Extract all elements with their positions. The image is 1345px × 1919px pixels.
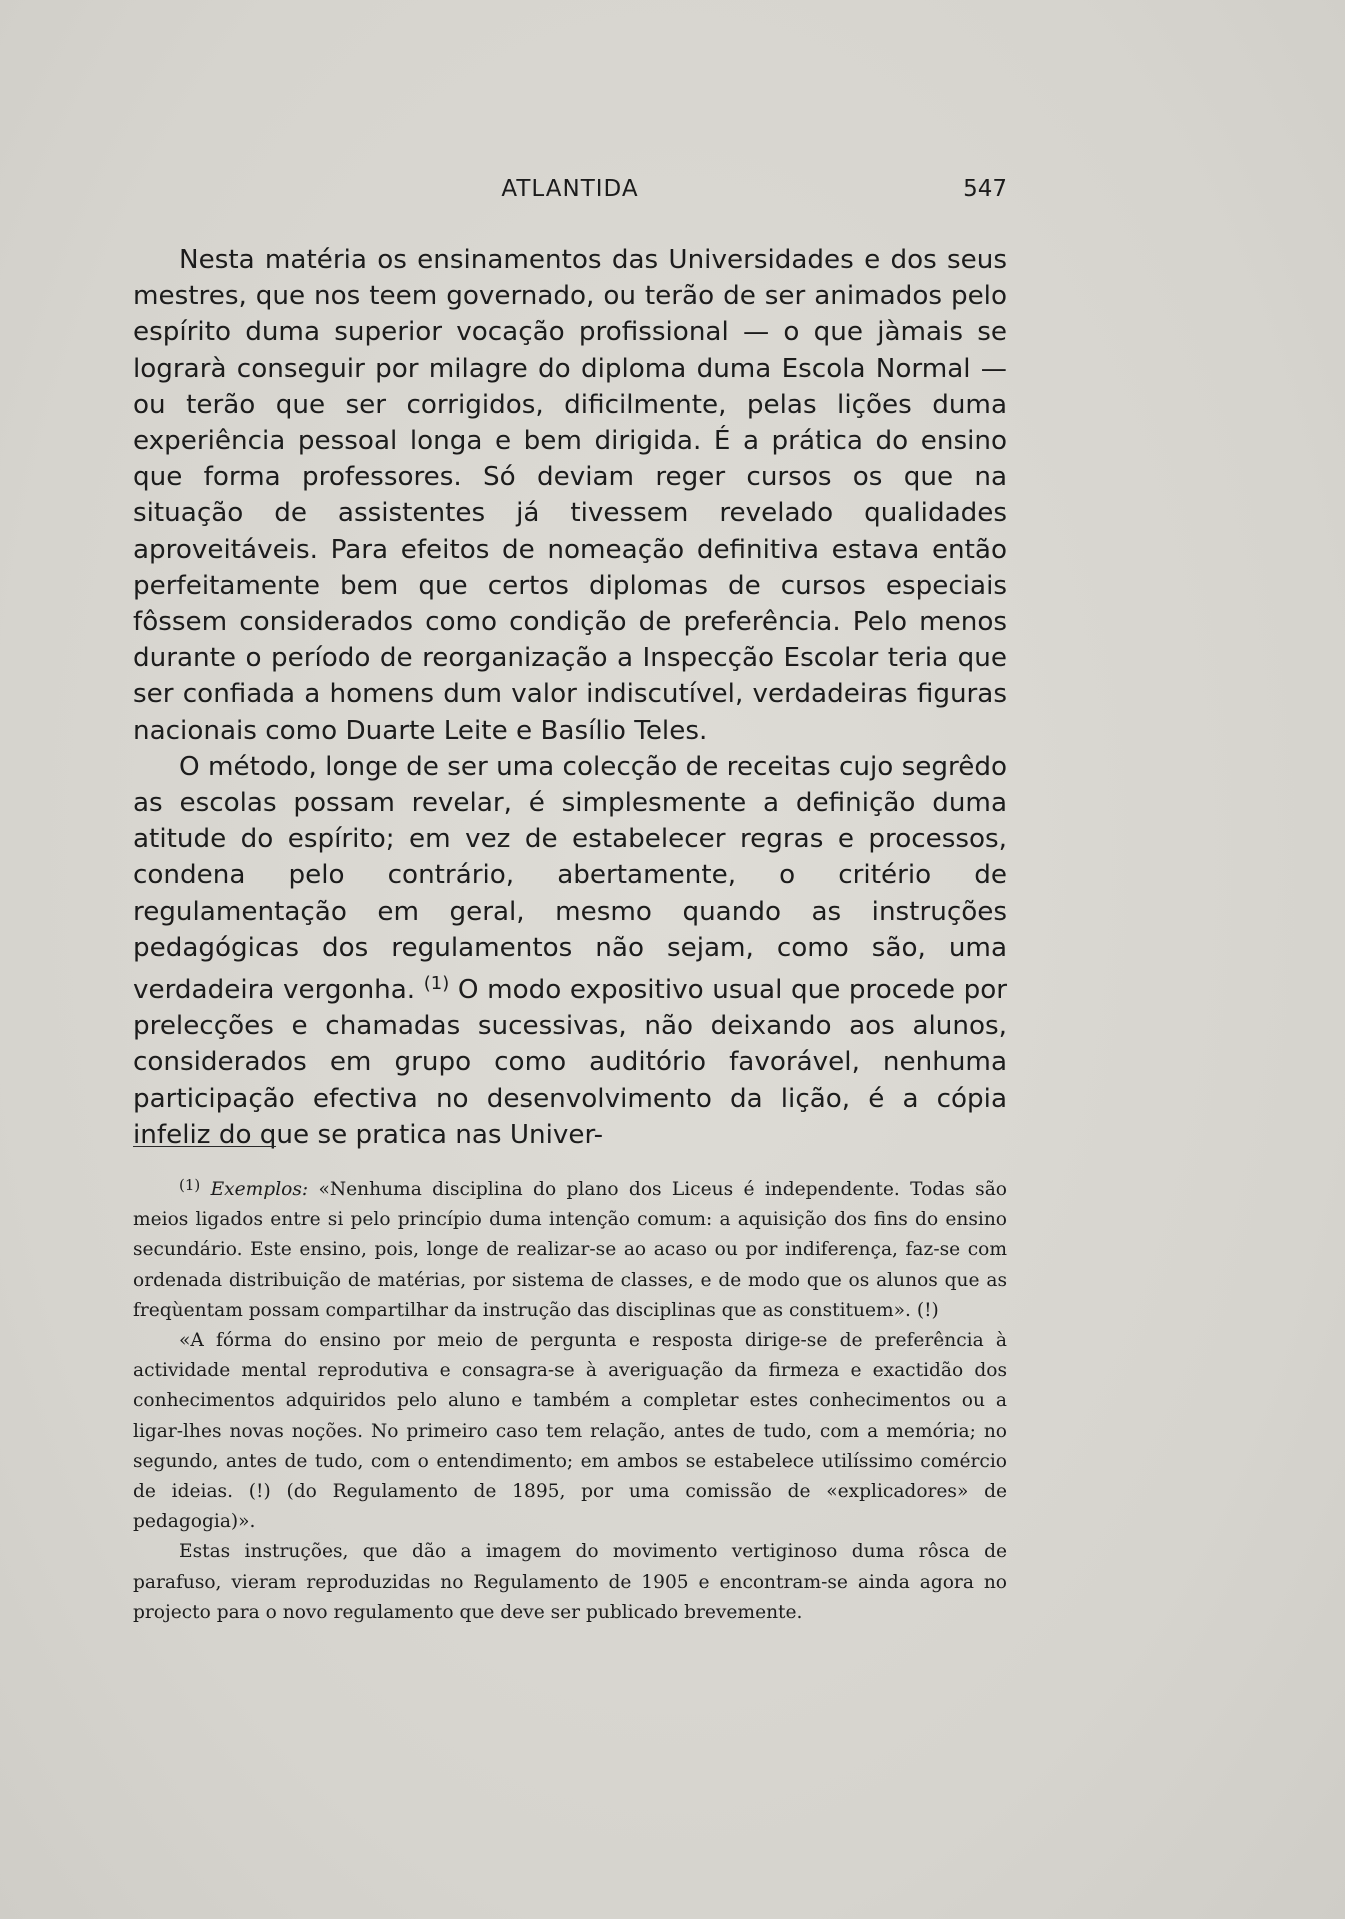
- body-paragraph: [133, 749, 1007, 1153]
- footnote-paragraph: Estas instruções, que dão a imagem do movimento vertiginoso duma rôsca de parafuso, vieram reproduzidas no Regulamento de 1905 e encontram-se ainda agora no projecto para o novo regulamento que deve ser publicado brevemente.: [133, 1541, 1007, 1623]
- body-paragraph: Nesta matéria os ensinamentos das Universidades e dos seus mestres, que nos teem governado, ou terão de ser animados pelo espírito duma superior vocação profissional — o que jàmais se lograrà conseguir por milagre do diploma duma Escola Normal — ou terão que ser corrigidos, dificilmente, pelas lições duma experiência pessoal longa e bem dirigida. É a prática do ensino que forma professores. Só deviam reger cursos os que na situação de assistentes já tivessem revelado qualidades aproveitáveis. Para efeitos de nomeação definitiva estava então perfeitamente bem que certos diplomas de cursos especiais fôssem considerados como condição de preferência. Pelo menos durante o período de reorganização a Inspecção Escolar teria que ser confiada a homens dum valor indiscutível, verdadeiras figuras nacionais como Duarte Leite e Basílio Teles.: [133, 245, 1007, 746]
- footnote-paragraph: [133, 1170, 1007, 1326]
- page-header: [133, 176, 1007, 206]
- footnote-paragraph: «A fórma do ensino por meio de pergunta e resposta dirige-se de preferência à actividade mental reprodutiva e consagra-se à averiguação da firmeza e exactidão dos conhecimentos adquiridos pelo aluno e também a completar estes conhecimentos ou a ligar-lhes novas noções. No primeiro caso tem relação, antes de tudo, com a memória; no segundo, antes de tudo, com o entendimento; em ambos se estabelece utilíssimo comércio de ideias. (!) (do Regulamento de 1895, por uma comissão de «explicadores» de pedagogia)».: [133, 1330, 1007, 1533]
- footnote-separator: [133, 1146, 276, 1147]
- main-text: [133, 242, 1007, 1153]
- running-title: ATLANTIDA: [501, 176, 639, 202]
- footnote-text: «Nenhuma disciplina do plano dos Liceus é independente. Todas são meios ligados entre si pelo princípio duma intenção comum: a aquisição dos fins do ensino secundário. Este ensino, pois, longe de realizar-se ao acaso ou por indiferença, faz-se com ordenada distribuição de matérias, por sistema de classes, e de modo que os alunos que as freqùentam possam compartilhar da instrução das disciplinas que as constituem». (!): [133, 1179, 1007, 1321]
- footnote-lead: Exemplos:: [210, 1179, 309, 1200]
- body-text-span: O modo expositivo usual que procede por prelecções e chamadas sucessivas, não deixando aos alunos, considerados em grupo como auditório favorável, nenhuma participação efectiva no desenvolvimento da lição, é a cópia infeliz do que se pratica nas Univer-: [133, 975, 1007, 1150]
- footnote-reference: (1): [423, 973, 450, 995]
- footnotes: [133, 1170, 1007, 1628]
- page-number: 547: [963, 176, 1007, 202]
- footnote-marker: (1): [179, 1176, 201, 1194]
- body-text-span: O método, longe de ser uma colecção de receitas cujo segrêdo as escolas possam revelar, é simplesmente a definição duma atitude do espírito; em vez de estabelecer regras e processos, condena pelo contrário, abertamente, o critério de regulamentação em geral, mesmo quando as instruções pedagógicas dos regulamentos não sejam, como são, uma verdadeira vergonha.: [133, 751, 1007, 1006]
